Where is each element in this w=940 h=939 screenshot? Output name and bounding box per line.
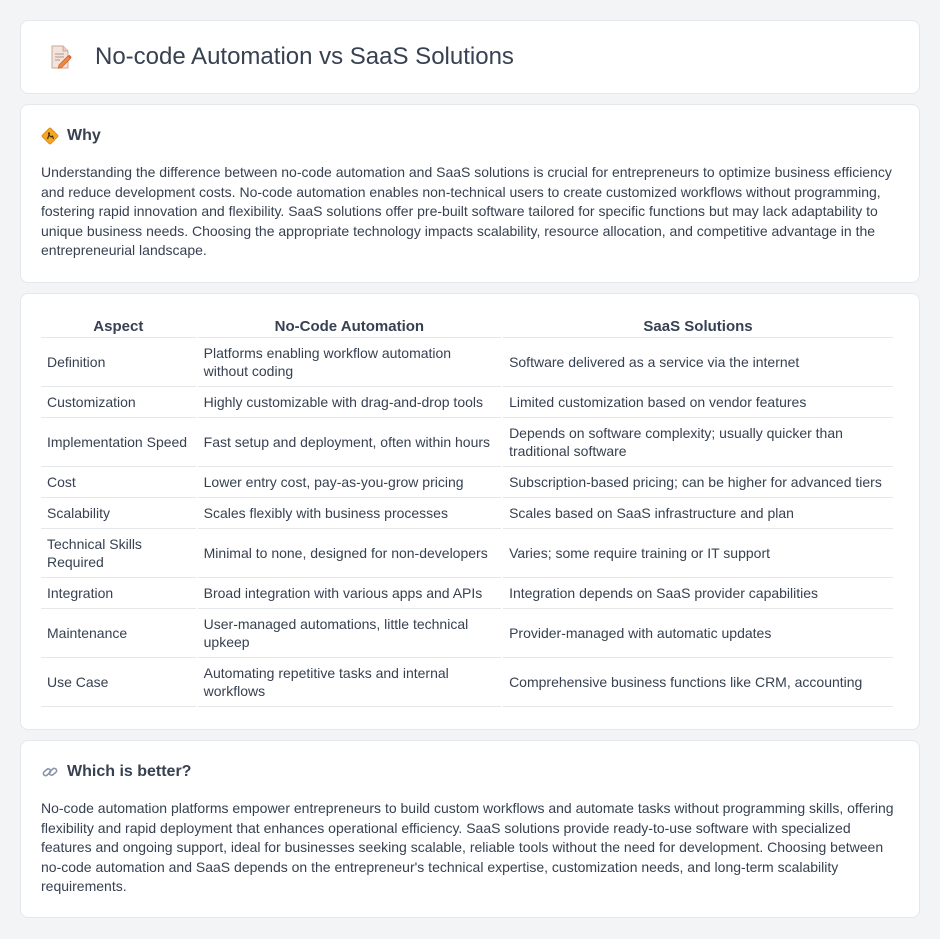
document-edit-icon [47, 44, 73, 70]
cell-aspect: Use Case [41, 658, 196, 707]
header-card [20, 20, 920, 94]
cell-saas: Depends on software complexity; usually quicker than traditional software [503, 418, 893, 467]
cell-aspect: Definition [41, 338, 196, 387]
link-icon [41, 763, 59, 781]
table-row [41, 609, 893, 658]
page-title: No-code Automation vs SaaS Solutions [95, 43, 514, 70]
cell-aspect: Cost [41, 467, 196, 498]
table-row [41, 387, 893, 418]
cell-saas: Subscription-based pricing; can be higher for advanced tiers [503, 467, 893, 498]
cell-aspect: Integration [41, 578, 196, 609]
table-row [41, 338, 893, 387]
comparison-table [39, 314, 895, 707]
cell-saas: Scales based on SaaS infrastructure and plan [503, 498, 893, 529]
which-better-heading [41, 763, 899, 781]
which-better-text: No-code automation platforms empower entrepreneurs to build custom workflows and automate tasks without programming skills, offering flexibility and rapid deployment that enhances operational efficiency. SaaS solutions provide ready-to-use software with specialized features and ongoing support, ideal for businesses seeking scalable, reliable tools without the need for development. Choosing between no-code automation and SaaS depends on the entrepreneur's technical expertise, customization needs, and long-term scalability requirements. [41, 800, 894, 894]
cell-aspect: Maintenance [41, 609, 196, 658]
header-saas: SaaS Solutions [503, 314, 893, 338]
cell-no-code: Highly customizable with drag-and-drop tools [198, 387, 501, 418]
cell-saas: Provider-managed with automatic updates [503, 609, 893, 658]
table-row [41, 418, 893, 467]
comparison-section [20, 293, 920, 730]
cell-no-code: Automating repetitive tasks and internal workflows [198, 658, 501, 707]
which-better-title: Which is better? [67, 763, 192, 780]
cell-aspect: Technical Skills Required [41, 529, 196, 578]
header-aspect: Aspect [41, 314, 196, 338]
table-row [41, 658, 893, 707]
table-row [41, 578, 893, 609]
table-row [41, 498, 893, 529]
table-row [41, 529, 893, 578]
cell-no-code: Minimal to none, designed for non-developers [198, 529, 501, 578]
cell-no-code: Lower entry cost, pay-as-you-grow pricing [198, 467, 501, 498]
why-heading [41, 127, 899, 145]
cell-aspect: Customization [41, 387, 196, 418]
why-title: Why [67, 127, 101, 144]
cell-no-code: User-managed automations, little technical upkeep [198, 609, 501, 658]
cell-saas: Software delivered as a service via the internet [503, 338, 893, 387]
why-section [20, 104, 920, 283]
cell-aspect: Scalability [41, 498, 196, 529]
cell-saas: Integration depends on SaaS provider capabilities [503, 578, 893, 609]
cell-no-code: Broad integration with various apps and APIs [198, 578, 501, 609]
why-text: Understanding the difference between no-code automation and SaaS solutions is crucial for entrepreneurs to optimize business efficiency and reduce development costs. No-code automation enables non-technical users to create customized workflows without programming, fostering rapid innovation and flexibility. SaaS solutions offer pre-built software tailored for specific functions but may lack adaptability to unique business needs. Choosing the appropriate technology impacts scalability, resource allocation, and competitive advantage in the entrepreneurial landscape. [41, 164, 892, 258]
cell-no-code: Scales flexibly with business processes [198, 498, 501, 529]
cell-no-code: Platforms enabling workflow automation without coding [198, 338, 501, 387]
cell-no-code: Fast setup and deployment, often within hours [198, 418, 501, 467]
cell-saas: Limited customization based on vendor features [503, 387, 893, 418]
header-no-code: No-Code Automation [198, 314, 501, 338]
cell-saas: Varies; some require training or IT support [503, 529, 893, 578]
which-better-section [20, 740, 920, 918]
table-header-row [41, 314, 893, 338]
table-row [41, 467, 893, 498]
cell-saas: Comprehensive business functions like CRM, accounting [503, 658, 893, 707]
cell-aspect: Implementation Speed [41, 418, 196, 467]
construction-sign-icon [41, 127, 59, 145]
